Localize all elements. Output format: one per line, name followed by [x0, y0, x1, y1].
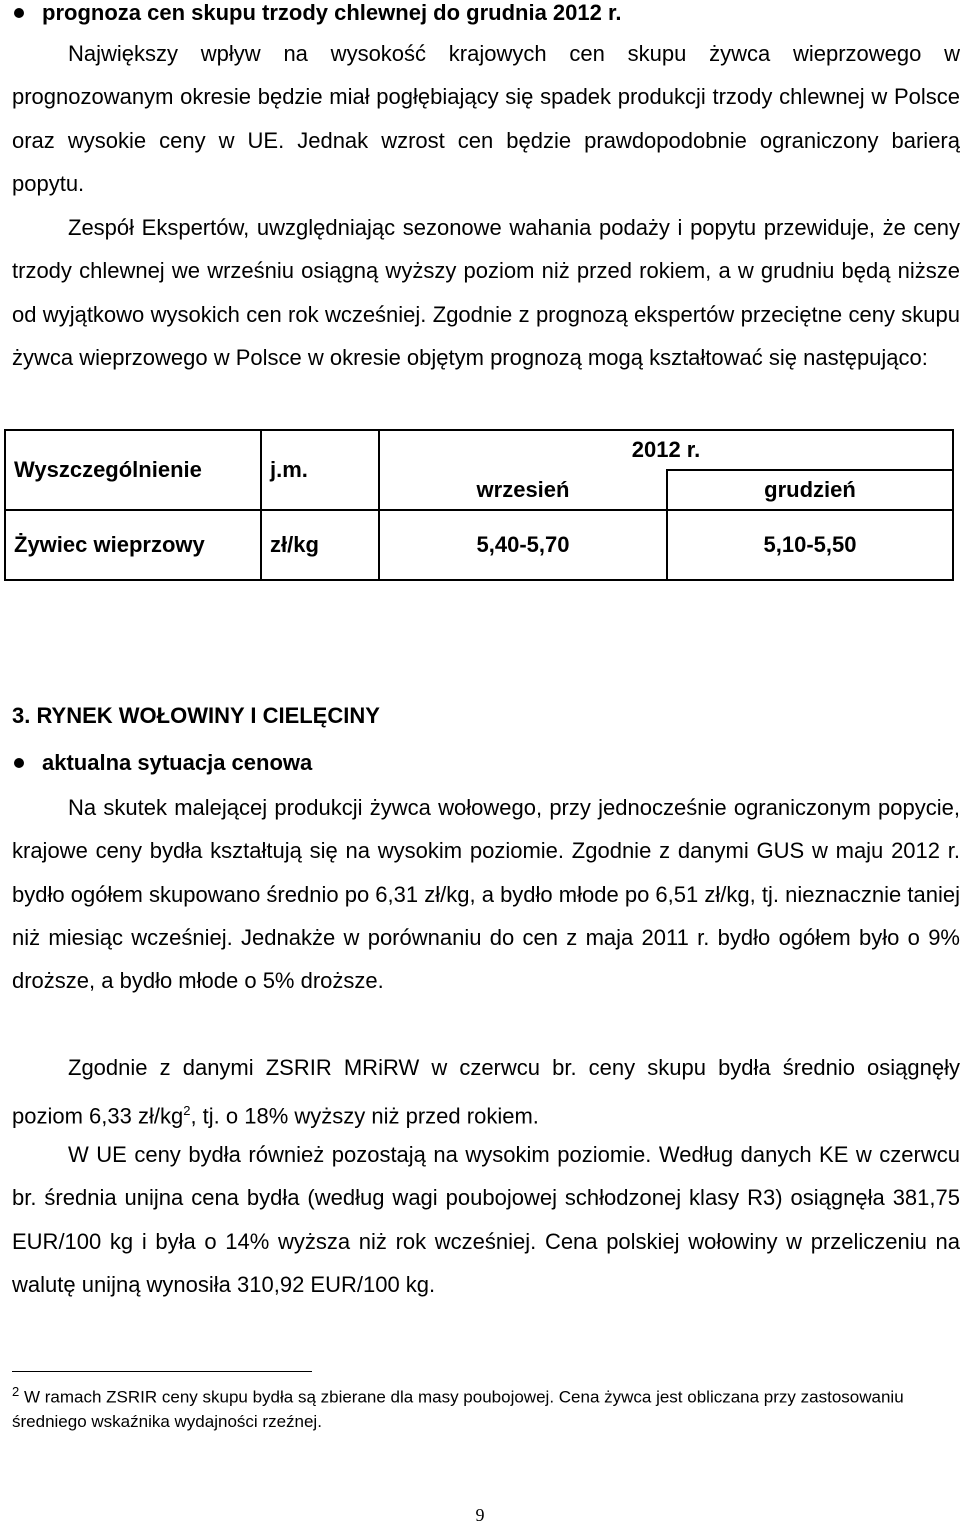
table-header-unit: j.m. — [261, 430, 379, 510]
bullet-beef — [12, 750, 952, 776]
table-cell-unit: zł/kg — [261, 510, 379, 580]
price-forecast-table — [4, 429, 954, 581]
paragraph-beef-2 — [12, 1046, 960, 1138]
table-header-month-december: grudzień — [667, 470, 953, 510]
bullet-dot-icon — [14, 8, 24, 18]
table-header-year: 2012 r. — [379, 430, 953, 470]
table-cell-september: 5,40-5,70 — [379, 510, 667, 580]
bullet-beef-text: aktualna sytuacja cenowa — [42, 750, 313, 775]
table-header-row — [5, 430, 953, 470]
table-cell-name: Żywiec wieprzowy — [5, 510, 261, 580]
section-heading-beef: 3. RYNEK WOŁOWINY I CIELĘCINY — [12, 703, 380, 728]
paragraph-beef-1: Na skutek malejącej produkcji żywca wołowego, przy jednocześnie ograniczonym popycie, krajowe ceny bydła kształtują się na wysokim poziomie. Zgodnie z danymi GUS w maju 2012 r. bydło ogółem skupowano średnio po 6,31 zł/kg, a bydło młode po 6,51 zł/kg, tj. nieznacznie taniej niż miesiąc wcześniej. Jednakże w porównaniu do cen z maja 2011 r. bydło ogółem było o 9% droższe, a bydło młode o 5% droższe. — [12, 795, 960, 994]
bullet-dot-icon — [14, 758, 24, 768]
table-header-month-september: wrzesień — [379, 470, 667, 510]
bullet-prognosis-text: prognoza cen skupu trzody chlewnej do grudnia 2012 r. — [42, 0, 622, 25]
table-row — [5, 510, 953, 580]
page-number: 9 — [475, 1505, 485, 1525]
footnote-text: W ramach ZSRIR ceny skupu bydła są zbierane dla masy poubojowej. Cena żywca jest obliczana przy zastosowaniu średniego wskaźnika wydajności rzeźnej. — [12, 1387, 904, 1431]
table-cell-december: 5,10-5,50 — [667, 510, 953, 580]
paragraph-prognosis-2: Zespół Ekspertów, uwzględniając sezonowe wahania podaży i popytu przewiduje, że ceny trzody chlewnej we wrześniu osiągną wyższy poziom niż przed rokiem, a w grudniu będą niższe od wyjątkowo wysokich cen rok wcześniej. Zgodnie z prognozą ekspertów przeciętne ceny skupu żywca wieprzowego w Polsce w okresie objętym prognozą mogą kształtować się następująco: — [12, 215, 960, 370]
footnote-ref: 2 — [183, 1103, 191, 1119]
paragraph-beef-2-part-a: Zgodnie z danymi ZSRIR MRiRW w czerwcu br. ceny skupu bydła średnio osiągnęły poziom 6,33 zł/kg — [12, 1055, 960, 1129]
footnote-mark: 2 — [12, 1384, 20, 1399]
footnote-divider — [12, 1371, 312, 1372]
footnote — [12, 1380, 960, 1434]
table-header-spec: Wyszczególnienie — [5, 430, 261, 510]
paragraph-prognosis-1: Największy wpływ na wysokość krajowych cen skupu żywca wieprzowego w prognozowanym okresie będzie miał pogłębiający się spadek produkcji trzody chlewnej w Polsce oraz wysokie ceny w UE. Jednak wzrost cen będzie prawdopodobnie ograniczony barierą popytu. — [12, 41, 960, 196]
bullet-prognosis — [12, 0, 952, 26]
paragraph-beef-2-part-b: , tj. o 18% wyższy niż przed rokiem. — [190, 1103, 539, 1129]
paragraph-beef-3: W UE ceny bydła również pozostają na wysokim poziomie. Według danych KE w czerwcu br. średnia unijna cena bydła (według wagi poubojowej schłodzonej klasy R3) osiągnęła 381,75 EUR/100 kg i była o 14% wyższa niż rok wcześniej. Cena polskiej wołowiny w przeliczeniu na walutę unijną wynosiła 310,92 EUR/100 kg. — [12, 1142, 960, 1297]
